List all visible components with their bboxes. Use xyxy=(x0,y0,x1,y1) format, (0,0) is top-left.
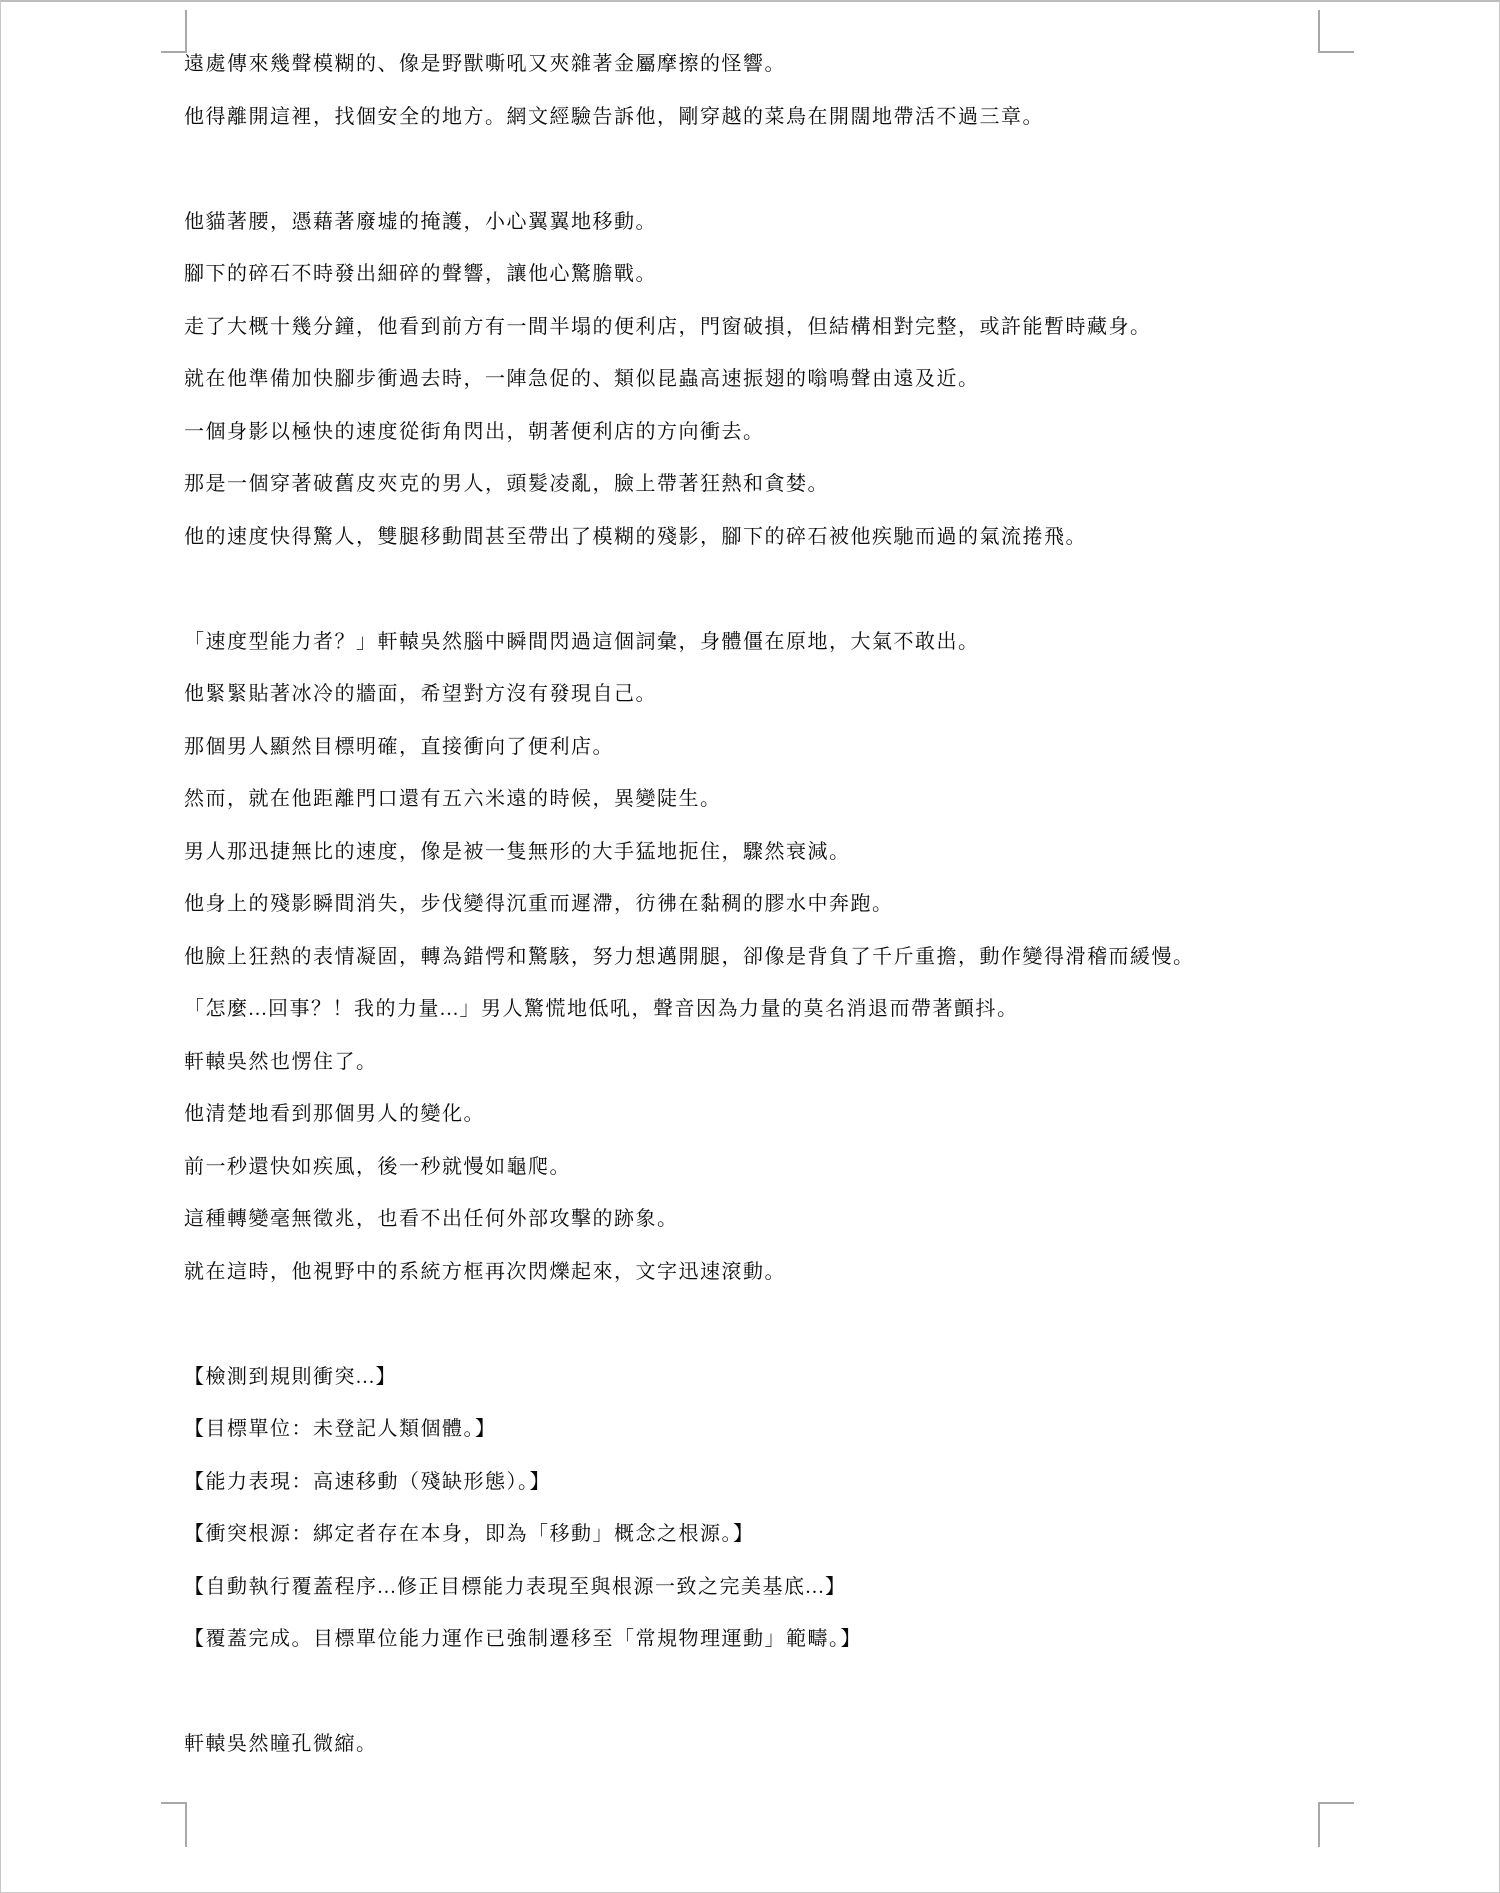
paragraph-line: 他清楚地看到那個男人的變化。 xyxy=(184,1103,485,1125)
paragraph-line: 他貓著腰，憑藉著廢墟的掩護，小心翼翼地移動。 xyxy=(184,210,657,233)
document-text-area[interactable] xyxy=(184,38,1479,1771)
paragraph-line: 他緊緊貼著冰冷的牆面，希望對方沒有發現自己。 xyxy=(184,683,657,705)
paragraph-line: 然而，就在他距離門口還有五六米遠的時候，異變陡生。 xyxy=(184,788,722,810)
paragraph-line: 他得離開這裡，找個安全的地方。網文經驗告訴他，剛穿越的菜鳥在開闊地帶活不過三章。 xyxy=(184,105,1044,128)
paragraph-line: 遠處傳來幾聲模糊的、像是野獸嘶吼又夾雜著金屬摩擦的怪響。 xyxy=(184,53,786,75)
paragraph-line: 前一秒還快如疾風，後一秒就慢如龜爬。 xyxy=(184,1155,571,1178)
paragraph-line: 這種轉變毫無徵兆，也看不出任何外部攻擊的跡象。 xyxy=(184,1208,679,1230)
paragraph-line: 他的速度快得驚人，雙腿移動間甚至帶出了模糊的殘影，腳下的碎石被他疾馳而過的氣流捲飛。 xyxy=(184,525,1087,548)
blank-line xyxy=(184,563,1479,616)
paragraph-line: 走了大概十幾分鐘，他看到前方有一間半塌的便利店，門窗破損，但結構相對完整，或許能暫時藏身。 xyxy=(184,315,1152,338)
paragraph-line: 他身上的殘影瞬間消失，步伐變得沉重而遲滯，彷彿在黏稠的膠水中奔跑。 xyxy=(184,893,894,915)
paragraph-line: 一個身影以極快的速度從街角閃出，朝著便利店的方向衝去。 xyxy=(184,420,765,443)
blank-line xyxy=(184,143,1479,196)
paragraph-line: 男人那迅捷無比的速度，像是被一隻無形的大手猛地扼住，驟然衰減。 xyxy=(184,840,851,863)
paragraph-line: 就在這時，他視野中的系統方框再次閃爍起來，文字迅速滾動。 xyxy=(184,1260,786,1283)
system-message-line: 【自動執行覆蓋程序...修正目標能力表現至與根源一致之完美基底...】 xyxy=(184,1575,847,1598)
paragraph-line: 軒轅吳然瞳孔微縮。 xyxy=(184,1733,378,1755)
crop-mark-bottom-left xyxy=(161,1802,187,1847)
system-message-line: 【檢測到規則衝突...】 xyxy=(184,1365,397,1388)
paragraph-line: 那是一個穿著破舊皮夾克的男人，頭髮凌亂，臉上帶著狂熱和貪婪。 xyxy=(184,473,829,495)
paragraph-line-dialogue: 「怎麼...回事？！我的力量...」男人驚慌地低吼，聲音因為力量的莫名消退而帶著顫抖。 xyxy=(184,998,1019,1020)
paragraph-line: 軒轅吳然也愣住了。 xyxy=(184,1050,378,1073)
system-message-line: 【目標單位：未登記人類個體。】 xyxy=(184,1418,497,1440)
system-message-line: 【覆蓋完成。目標單位能力運作已強制遷移至「常規物理運動」範疇。】 xyxy=(184,1628,862,1650)
paragraph-line: 那個男人顯然目標明確，直接衝向了便利店。 xyxy=(184,735,614,758)
system-message-line: 【衝突根源：綁定者存在本身，即為「移動」概念之根源。】 xyxy=(184,1523,755,1545)
paragraph-line: 他臉上狂熱的表情凝固，轉為錯愕和驚駭，努力想邁開腿，卻像是背負了千斤重擔，動作變得滑稽而緩慢。 xyxy=(184,945,1195,968)
paragraph-line: 腳下的碎石不時發出細碎的聲響，讓他心驚膽戰。 xyxy=(184,263,657,285)
blank-line xyxy=(184,1298,1479,1351)
paragraph-line: 就在他準備加快腳步衝過去時，一陣急促的、類似昆蟲高速振翅的嗡鳴聲由遠及近。 xyxy=(184,368,980,390)
crop-mark-bottom-right xyxy=(1318,1802,1354,1847)
blank-line xyxy=(184,1666,1479,1719)
paragraph-line-dialogue: 「速度型能力者？」軒轅吳然腦中瞬間閃過這個詞彙，身體僵在原地，大氣不敢出。 xyxy=(184,630,980,653)
system-message-line: 【能力表現：高速移動（殘缺形態）。】 xyxy=(184,1470,551,1493)
